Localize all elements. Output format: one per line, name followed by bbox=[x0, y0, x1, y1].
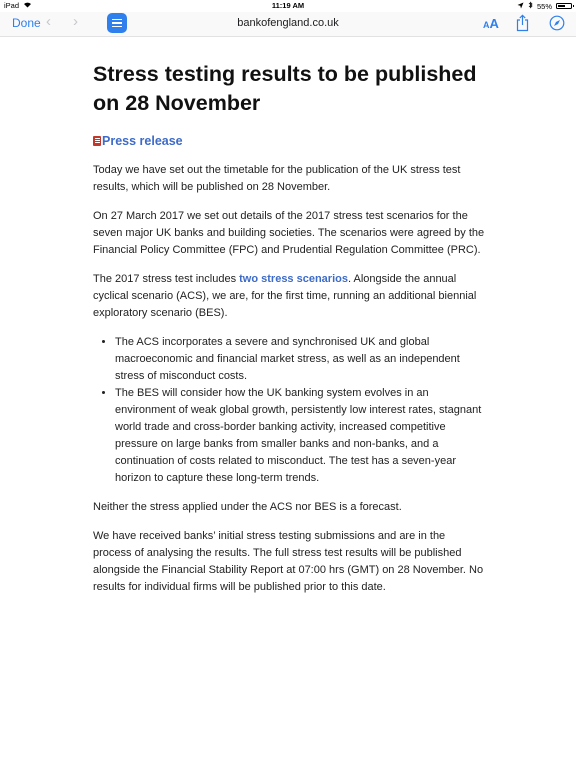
list-item: • The BES will consider how the UK banking system evolves in an environment of weak global growth, persistently low interest rates, stagnant world trade and cross-border banking activity, increased competitive pressure on large banks from smaller banks and non-banks, and a continuation of costs related to misconduct. The test has a seven-year horizon to capture these long-term trends. bbox=[115, 385, 485, 487]
list-item: • The ACS incorporates a severe and synchronised UK and global macroeconomic and financial market stress, as well as an independent stress of misconduct costs. bbox=[115, 334, 485, 385]
article-title: Stress testing results to be published on 28 November bbox=[93, 62, 477, 115]
status-bar bbox=[0, 0, 576, 12]
scenario-list bbox=[93, 334, 485, 487]
text-size-big-label: A bbox=[489, 16, 499, 31]
url-label[interactable]: bankofengland.co.uk bbox=[237, 17, 339, 29]
press-release-label: Press release bbox=[102, 134, 183, 148]
battery-level bbox=[558, 5, 565, 7]
status-right bbox=[517, 1, 572, 11]
paragraph-2: On 27 March 2017 we set out details of the 2017 stress test scenarios for the seven major UK banks and building societies. The scenarios were agreed by the Financial Policy Committee (FPC) and Prudential Regulation Committee (PRC). bbox=[93, 210, 485, 256]
paragraph-5: We have received banks’ initial stress testing submissions and are in the process of analysing the results. The full stress test results will be published alongside the Financial Stability Report at 07:00 hrs (GMT) on 28 November. No results for individual firms will be published prior to this date. bbox=[93, 530, 484, 593]
paragraph-4: Neither the stress applied under the ACS nor BES is a forecast. bbox=[93, 501, 402, 513]
battery-percent: 55% bbox=[536, 1, 552, 11]
two-stress-scenarios-link[interactable]: two stress scenarios bbox=[239, 273, 348, 285]
compass-icon[interactable] bbox=[549, 15, 565, 36]
share-icon[interactable] bbox=[516, 14, 529, 37]
done-button[interactable]: Done bbox=[12, 16, 41, 30]
device-label: iPad bbox=[4, 1, 20, 10]
press-release-link[interactable] bbox=[93, 134, 485, 148]
back-button[interactable]: ‹ bbox=[46, 13, 51, 30]
forward-button[interactable]: › bbox=[73, 13, 78, 30]
status-time: 11:19 AM bbox=[271, 1, 305, 10]
paragraph-3-end: . Alongside the annual cyclical scenario (ACS), we are, for the first time, running an additional biennial exploratory scenario (BES). bbox=[93, 273, 477, 319]
paragraph-3-start: The 2017 stress test includes bbox=[93, 273, 240, 285]
browser-toolbar bbox=[0, 12, 576, 37]
paragraph-1: Today we have set out the timetable for the publication of the UK stress test results, which will be published on 28 November. bbox=[93, 164, 461, 193]
bluetooth-icon bbox=[528, 1, 533, 11]
pdf-icon bbox=[93, 136, 101, 146]
article bbox=[93, 60, 485, 608]
battery-icon bbox=[556, 3, 572, 9]
paragraph-3 bbox=[93, 271, 485, 322]
text-size-button[interactable] bbox=[483, 15, 499, 33]
text-size-small-label: A bbox=[483, 20, 490, 30]
location-icon bbox=[517, 2, 524, 11]
